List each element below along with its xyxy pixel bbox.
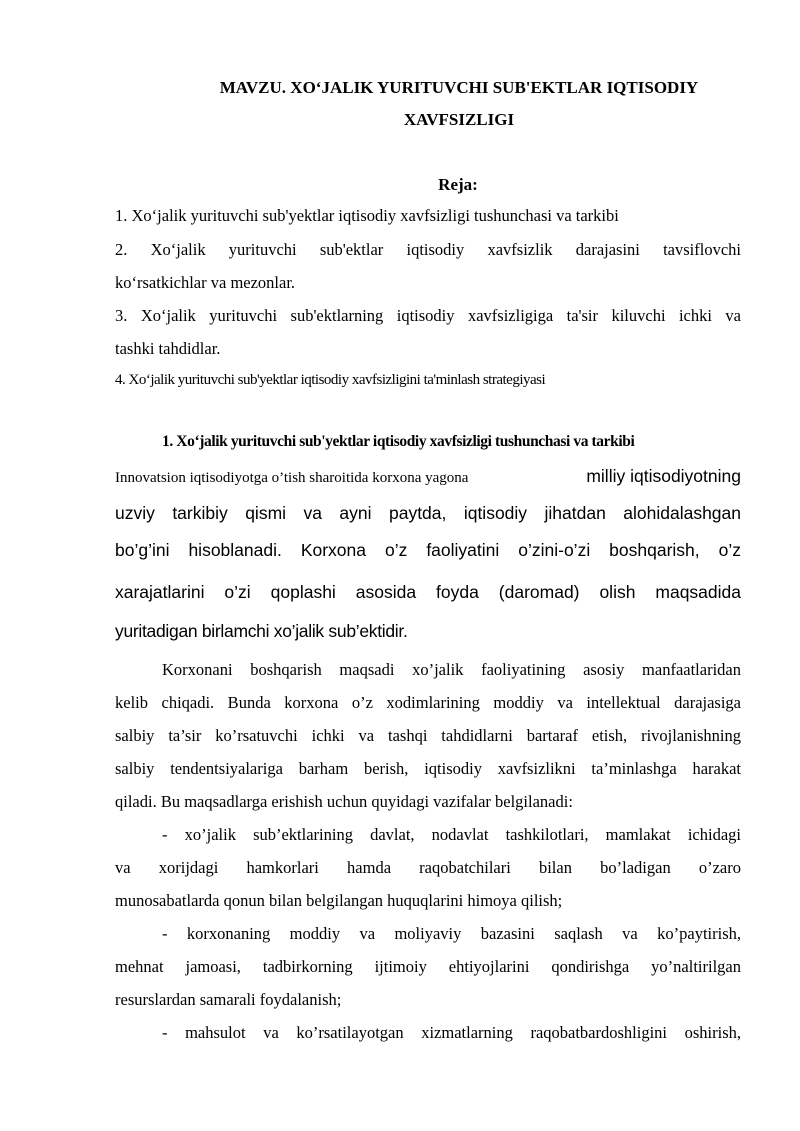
plan-item-1: 1. Xo‘jalik yurituvchi sub'yektlar iqtisodiy xavfsizligi tushunchasi va tarkibi — [115, 206, 619, 225]
para2-line-3: salbiy ta’sir ko’rsatuvchi ichki va tashqi tahdidlarni bartaraf etish, rivojlanishning — [115, 726, 741, 745]
plan-item-3-line-2: tashki tahdidlar. — [115, 339, 221, 358]
para1-line-2: uzviy tarkibiy qismi va ayni paytda, iqtisodiy jihatdan alohidalashgan — [115, 503, 741, 523]
para1-line-1-part-a: Innovatsion iqtisodiyotga o’tish sharoitida korxona yagona — [115, 470, 469, 486]
para2-line-5: qiladi. Bu maqsadlarga erishish uchun quyidagi vazifalar belgilanadi: — [115, 792, 573, 811]
para2-line-4: salbiy tendentsiyalariga barham berish, iqtisodiy xavfsizlikni ta’minlashga harakat — [115, 759, 741, 778]
plan-item-4: 4. Xo‘jalik yurituvchi sub'yektlar iqtisodiy xavfsizligini ta'minlash strategiyasi — [115, 372, 546, 388]
bullet-3-line-1: - mahsulot va ko’rsatilayotgan xizmatlarning raqobatbardoshligini oshirish, — [162, 1023, 741, 1042]
para2-line-1: Korxonani boshqarish maqsadi xo’jalik faoliyatining asosiy manfaatlaridan — [162, 660, 741, 679]
para1-line-5: yuritadigan birlamchi xo’jalik sub’ektidir. — [115, 621, 408, 641]
bullet-1-line-3: munosabatlarda qonun bilan belgilangan huquqlarini himoya qilish; — [115, 891, 563, 910]
para2-line-2: kelib chiqadi. Bunda korxona o’z xodimlarining moddiy va intellektual darajasiga — [115, 693, 741, 712]
bullet-2-line-3: resurslardan samarali foydalanish; — [115, 990, 342, 1009]
para1-line-1-part-b: milliy iqtisodiyotning — [586, 466, 741, 486]
plan-item-2-line-1: 2. Xo‘jalik yurituvchi sub'ektlar iqtisodiy xavfsizlik darajasini tavsiflovchi — [115, 240, 741, 259]
document-title-line-1: MAVZU. XO‘JALIK YURITUVCHI SUB'EKTLAR IQTISODIY — [219, 78, 699, 97]
bullet-1-line-2: va xorijdagi hamkorlari hamda raqobatchilari bilan bo’ladigan o’zaro — [115, 858, 741, 877]
plan-heading: Reja: — [438, 175, 478, 194]
bullet-1-line-1: - xo’jalik sub’ektlarining davlat, nodavlat tashkilotlari, mamlakat ichidagi — [162, 825, 741, 844]
para1-line-1 — [115, 466, 741, 487]
para1-line-3: bo’g’ini hisoblanadi. Korxona o’z faoliyatini o’zini-o’zi boshqarish, o’z — [115, 540, 741, 560]
section-1-heading: 1. Xo‘jalik yurituvchi sub'yektlar iqtisodiy xavfsizligi tushunchasi va tarkibi — [162, 433, 635, 450]
plan-item-3-line-1: 3. Xo‘jalik yurituvchi sub'ektlarning iqtisodiy xavfsizligiga ta'sir kiluvchi ichki va — [115, 306, 741, 325]
bullet-2-line-1: - korxonaning moddiy va moliyaviy bazasini saqlash va ko’paytirish, — [162, 924, 741, 943]
para1-line-4: xarajatlarini o’zi qoplashi asosida foyda (daromad) olish maqsadida — [115, 582, 741, 602]
document-title-line-2: XAVFSIZLIGI — [403, 110, 515, 129]
plan-item-2-line-2: ko‘rsatkichlar va mezonlar. — [115, 273, 296, 292]
bullet-2-line-2: mehnat jamoasi, tadbirkorning ijtimoiy ehtiyojlarini qondirishga yo’naltirilgan — [115, 957, 741, 976]
